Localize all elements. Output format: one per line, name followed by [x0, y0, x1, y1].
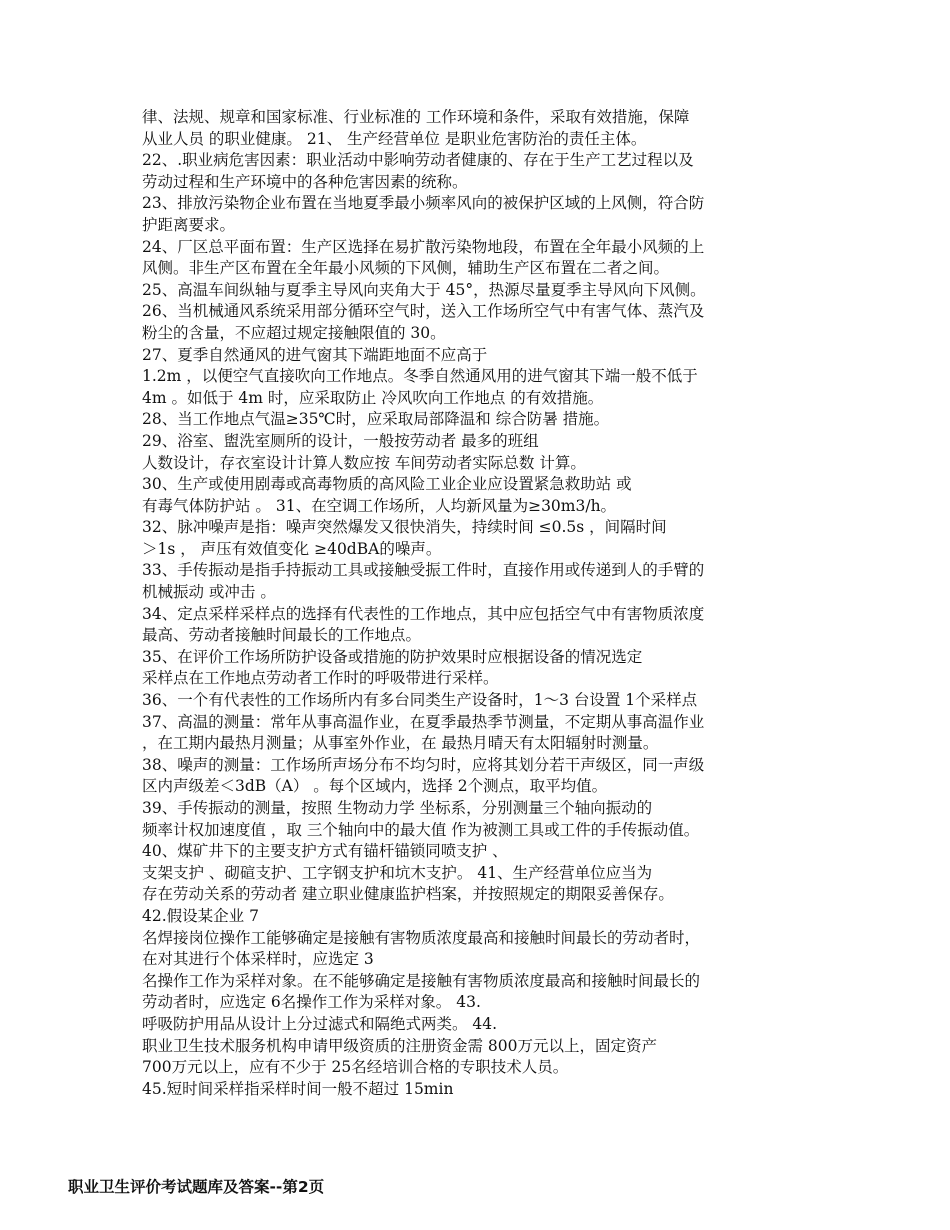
text-line: 4m 。如低于 4m 时，应采取防止 冷风吹向工作地点 的有效措施。 [142, 388, 604, 407]
text-line: 名操作工作为采样对象。在不能够确定是接触有害物质浓度最高和接触时间最长的 [142, 971, 701, 990]
document-body [142, 107, 822, 1100]
text-line: 护距离要求。 [142, 215, 236, 234]
text-line: 22、.职业病危害因素：职业活动中影响劳动者健康的、存在于生产工艺过程以及 [142, 151, 694, 170]
text-line: 29、浴室、盥洗室厕所的设计，一般按劳动者 最多的班组 [142, 431, 539, 450]
text-line: 从业人员 的职业健康。 21、 生产经营单位 是职业危害防治的责任主体。 [142, 129, 647, 148]
text-line: 27、夏季自然通风的进气窗其下端距地面不应高于 [142, 345, 488, 364]
text-line: ＞1s ， 声压有效值变化 ≥40dBA的噪声。 [142, 539, 442, 558]
text-line: 呼吸防护用品从设计上分过滤式和隔绝式两类。 44. [142, 1014, 498, 1033]
text-line: 25、高温车间纵轴与夏季主导风向夹角大于 45°，热源尽量夏季主导风向下风侧。 [142, 280, 706, 299]
text-line: 职业卫生技术服务机构申请甲级资质的注册资金需 800万元以上，固定资产 [142, 1036, 658, 1055]
text-line: 33、手传振动是指手持振动工具或接触受振工件时，直接作用或传递到人的手臂的 [142, 561, 705, 580]
text-line: 36、一个有代表性的工作场所内有多台同类生产设备时，1～3 台设置 1个采样点 [142, 691, 698, 710]
text-line: 32、脉冲噪声是指：噪声突然爆发又很快消失，持续时间 ≤0.5s ，间隔时间 [142, 518, 667, 537]
text-line: 42.假设某企业 7 [142, 906, 259, 925]
text-line: 有毒气体防护站 。 31、在空调工作场所，人均新风量为≥30m3/h。 [142, 496, 617, 515]
text-line: 37、高温的测量：常年从事高温作业，在夏季最热季节测量，不定期从事高温作业 [142, 712, 705, 731]
text-line: 劳动者时，应选定 6名操作工作为采样对象。 43. [142, 993, 481, 1012]
text-line: 频率计权加速度值 ，取 三个轴向中的最大值 作为被测工具或工件的手传振动值。 [142, 820, 700, 839]
text-line: 名焊接岗位操作工能够确定是接触有害物质浓度最高和接触时间最长的劳动者时， [142, 928, 701, 947]
text-line: 24、厂区总平面布置：生产区选择在易扩散污染物地段，布置在全年最小风频的上 [142, 237, 705, 256]
text-line: 律、法规、规章和国家标准、行业标准的 工作环境和条件，采取有效措施，保障 [142, 108, 690, 126]
text-line: 40、煤矿井下的主要支护方式有锚杆锚锁同喷支护 、 [142, 842, 508, 861]
text-line: 最高、劳动者接触时间最长的工作地点。 [142, 626, 422, 645]
text-line: 1.2m ，以便空气直接吹向工作地点。冬季自然通风用的进气窗其下端一般不低于 [142, 367, 698, 386]
text-line: 支架支护 、砌碹支护、工字钢支护和坑木支护。 41、生产经营单位应当为 [142, 863, 653, 882]
text-line: 粉尘的含量，不应超过规定接触限值的 30。 [142, 323, 446, 342]
text-line: 30、生产或使用剧毒或高毒物质的高风险工业企业应设置紧急救助站 或 [142, 475, 632, 494]
page-footer: 职业卫生评价考试题库及答案--第2页 [68, 1178, 325, 1196]
text-line: 39、手传振动的测量，按照 生物动力学 坐标系，分别测量三个轴向振动的 [142, 799, 653, 817]
text-line: 存在劳动关系的劳动者 建立职业健康监护档案，并按照规定的期限妥善保存。 [142, 885, 674, 904]
text-line: 700万元以上，应有不少于 25名经培训合格的专职技术人员。 [142, 1058, 569, 1077]
text-line: 38、噪声的测量：工作场所声场分布不均匀时，应将其划分若干声级区，同一声级 [142, 755, 705, 774]
text-line: 35、在评价工作场所防护设备或措施的防护效果时应根据设备的情况选定 [142, 647, 643, 666]
text-line: 45.短时间采样指采样时间一般不超过 15min [142, 1079, 454, 1098]
text-line: 机械振动 或冲击 。 [142, 583, 276, 602]
text-line: 26、当机械通风系统采用部分循环空气时，送入工作场所空气中有害气体、蒸汽及 [142, 302, 705, 321]
text-line: ，在工期内最热月测量；从事室外作业，在 最热月晴天有太阳辐射时测量。 [142, 734, 659, 753]
text-line: 劳动过程和生产环境中的各种危害因素的统称。 [142, 172, 468, 191]
text-line: 人数设计，存衣室设计计算人数应按 车间劳动者实际总数 计算。 [142, 453, 586, 472]
text-line: 28、当工作地点气温≥35℃时，应采取局部降温和 综合防暑 措施。 [142, 410, 610, 429]
text-line: 区内声级差＜3dB（A） 。每个区域内，选择 2个测点，取平均值。 [142, 777, 608, 796]
text-line: 34、定点采样采样点的选择有代表性的工作地点，其中应包括空气中有害物质浓度 [142, 604, 705, 623]
text-line: 23、排放污染物企业布置在当地夏季最小频率风向的被保护区域的上风侧，符合防 [142, 194, 705, 213]
text-line: 采样点在工作地点劳动者工作时的呼吸带进行采样。 [142, 669, 499, 688]
text-line: 风侧。非生产区布置在全年最小风频的下风侧，辅助生产区布置在二者之间。 [142, 259, 670, 278]
text-line: 在对其进行个体采样时，应选定 3 [142, 950, 374, 969]
